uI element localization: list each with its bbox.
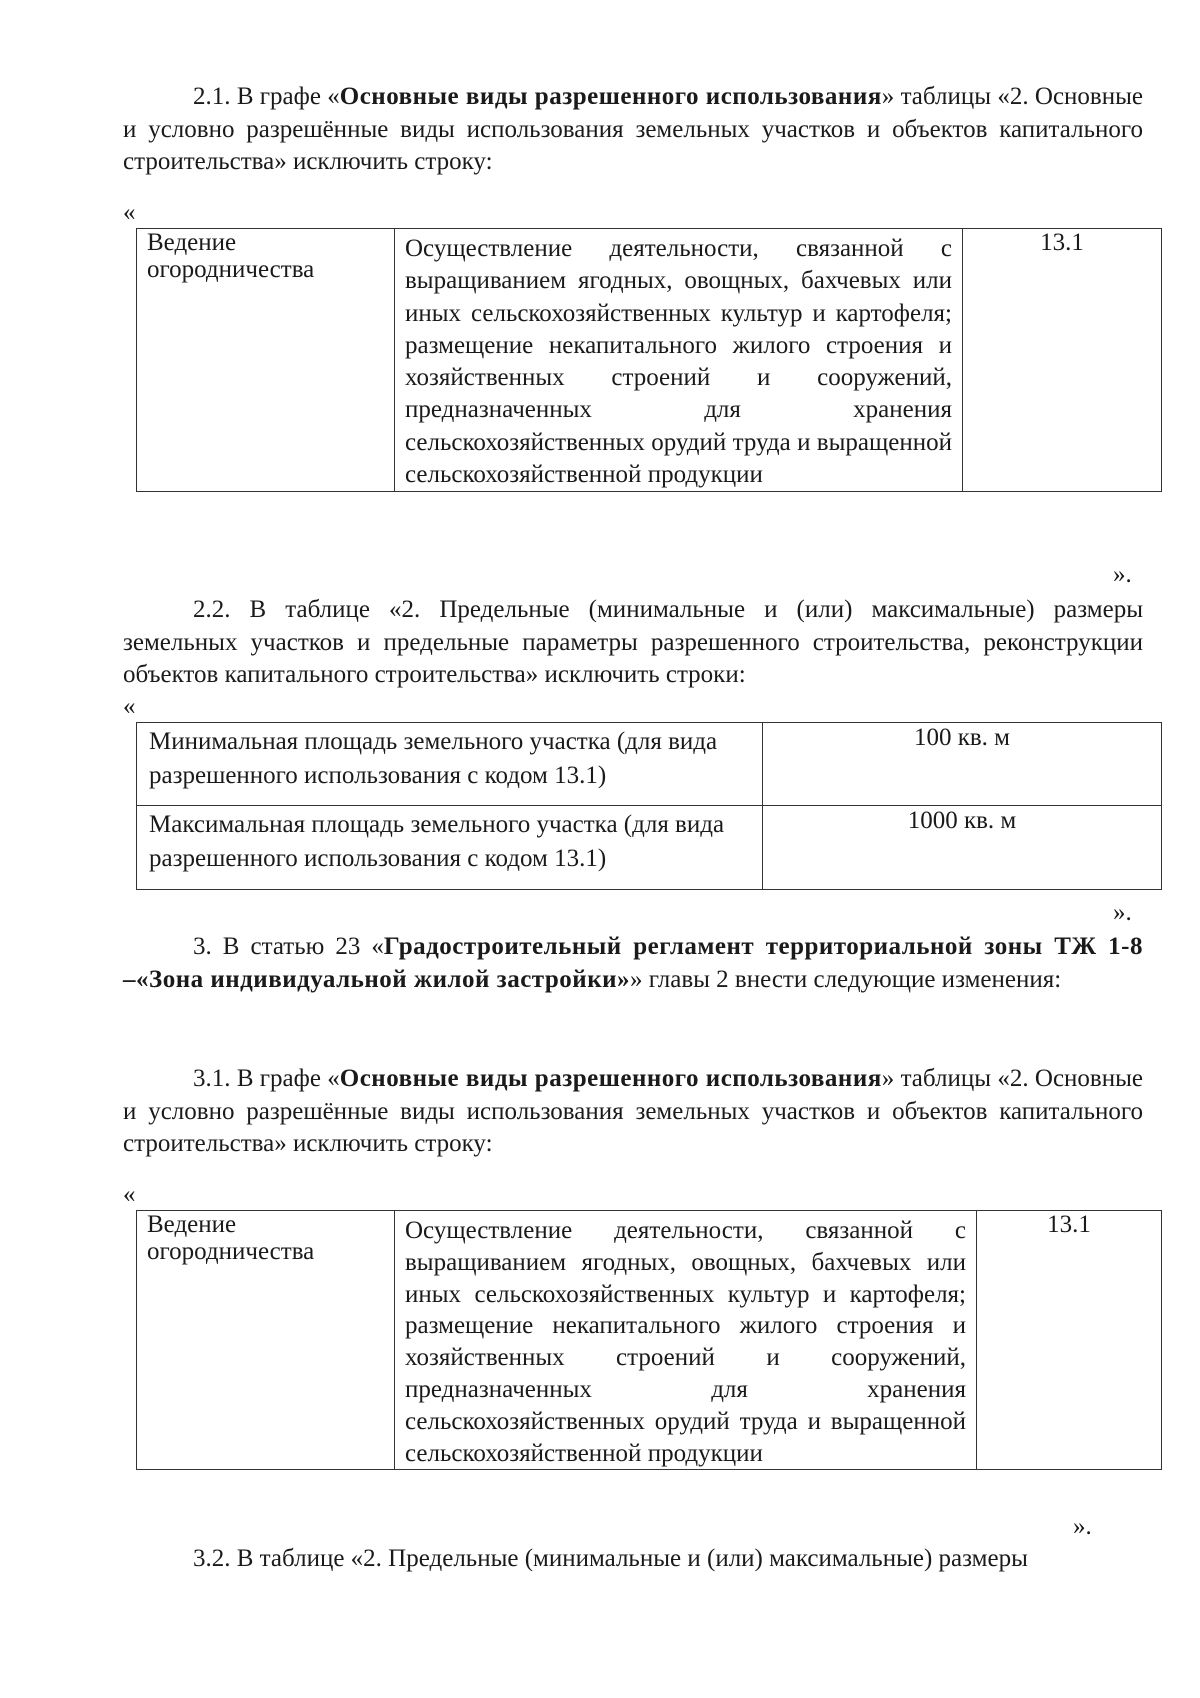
limit-label-cell: Минимальная площадь земельного участка (для вида разрешенного использования с кодом 13.1) <box>137 723 763 806</box>
table-row <box>137 1211 1162 1470</box>
open-quote: « <box>123 1181 136 1208</box>
table-row <box>137 806 1162 890</box>
use-code-cell: 13.1 <box>977 1211 1162 1470</box>
paragraph-3-2: 3.2. В таблице «2. Предельные (минимальные и (или) максимальные) размеры <box>193 1545 1028 1572</box>
paragraph-3: 3. В статью 23 «Градостроительный регламент территориальной зоны ТЖ 1-8 –«Зона индивидуальной жилой застройки»» главы 2 внести следующие изменения: <box>123 933 1143 993</box>
paragraph-3-1: 3.1. В графе «Основные виды разрешенного использования» таблицы «2. Основные и условно разрешённые виды использования земельных участков и объектов капитального строительства» исключить строку: <box>123 1065 1143 1157</box>
bold-heading: Основные виды разрешенного использования <box>339 1065 882 1092</box>
close-quote: ». <box>1113 899 1132 926</box>
table-row <box>137 723 1162 806</box>
table-land-use-1 <box>136 228 1162 492</box>
limit-value-cell: 100 кв. м <box>763 723 1162 806</box>
limit-label-cell: Максимальная площадь земельного участка (для вида разрешенного использования с кодом 13.1) <box>137 806 763 890</box>
bold-heading: Основные виды разрешенного использования <box>339 83 882 110</box>
use-name-cell: Ведение огородничества <box>137 1211 395 1470</box>
use-description-cell: Осуществление деятельности, связанной с выращиванием ягодных, овощных, бахчевых или иных сельскохозяйственных культур и картофеля; размещение некапитального жилого строения и хозяйственных строений и сооружений, предназначенных для хранения сельскохозяйственных орудий труда и выращенной сельскохозяйственной продукции <box>395 1211 977 1470</box>
bold-heading: Градостроительный регламент территориальной зоны ТЖ 1-8 –«Зона индивидуальной жилой застройки» <box>123 933 1143 993</box>
open-quote: « <box>123 199 136 226</box>
open-quote: « <box>123 693 136 720</box>
table-row <box>137 229 1162 492</box>
use-name-cell: Ведение огородничества <box>137 229 395 492</box>
table-plot-limits <box>136 722 1162 890</box>
paragraph-2-1: 2.1. В графе «Основные виды разрешенного использования» таблицы «2. Основные и условно разрешённые виды использования земельных участков и объектов капитального строительства» исключить строку: <box>123 83 1143 175</box>
use-description-cell: Осуществление деятельности, связанной с выращиванием ягодных, овощных, бахчевых или иных сельскохозяйственных культур и картофеля; размещение некапитального жилого строения и хозяйственных строений и сооружений, предназначенных для хранения сельскохозяйственных орудий труда и выращенной сельскохозяйственной продукции <box>395 229 963 492</box>
close-quote: ». <box>1073 1513 1092 1540</box>
close-quote: ». <box>1113 561 1132 588</box>
paragraph-2-2: 2.2. В таблице «2. Предельные (минимальные и (или) максимальные) размеры земельных участков и предельные параметры разрешенного строительства, реконструкции объектов капитального строительства» исключить строки: <box>123 596 1143 688</box>
limit-value-cell: 1000 кв. м <box>763 806 1162 890</box>
use-code-cell: 13.1 <box>963 229 1162 492</box>
table-land-use-2 <box>136 1210 1162 1470</box>
